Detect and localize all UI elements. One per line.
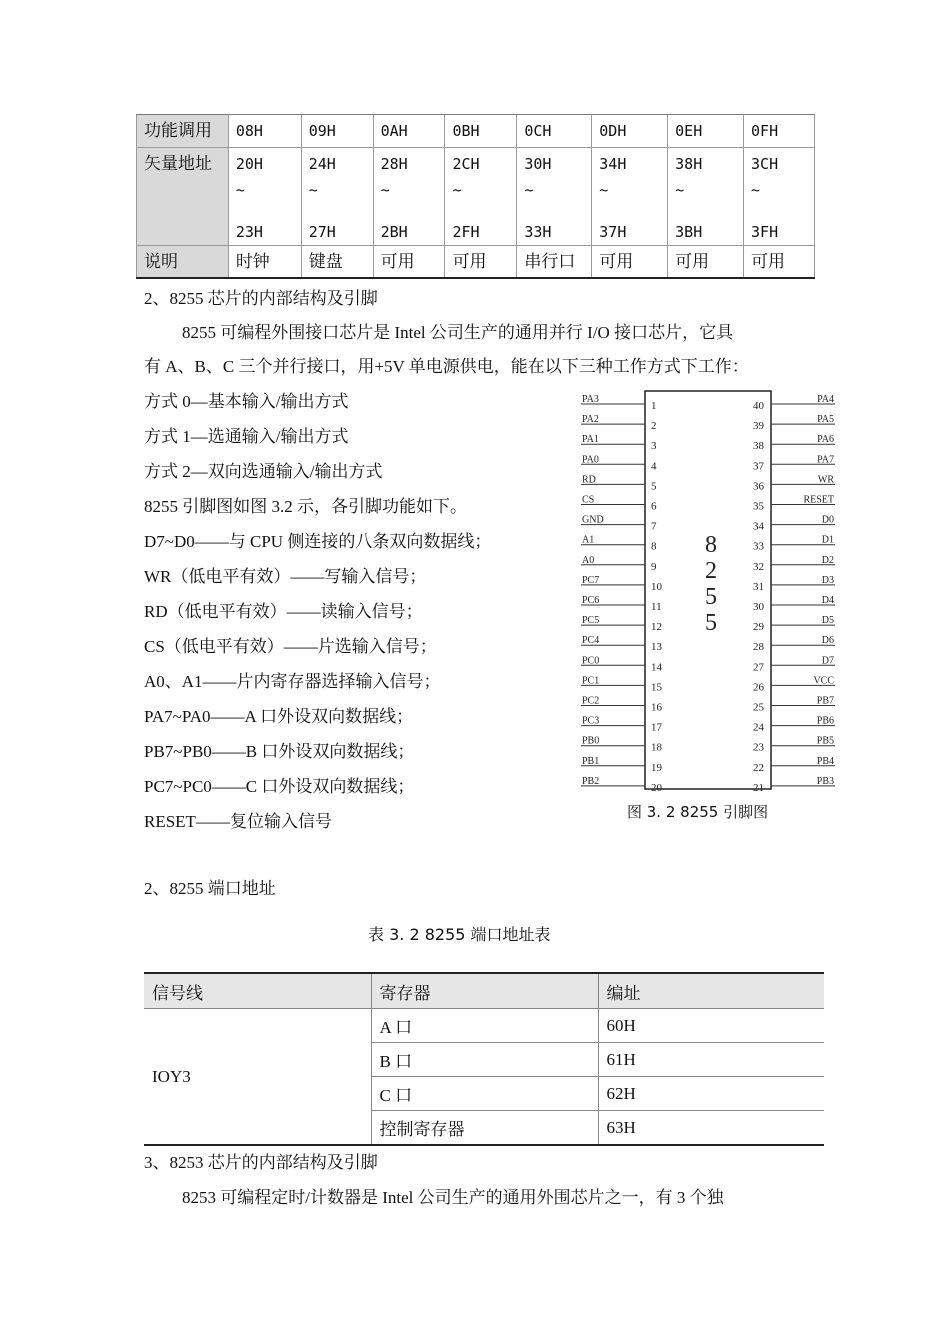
chip-label-digit: 2 — [705, 558, 717, 584]
pin-name-right: D2 — [821, 554, 834, 566]
address-cell: 34H ~ 37H — [592, 148, 668, 246]
pin-name-left: PB0 — [582, 735, 600, 747]
row-label-notes: 说明 — [137, 246, 229, 278]
pin-name-right: D6 — [821, 635, 834, 647]
pin-number-right: 29 — [753, 621, 764, 634]
function-cell: 08H — [228, 115, 301, 148]
pin-name-right: PB5 — [816, 735, 834, 747]
pin-number-right: 37 — [753, 460, 764, 473]
pin-name-right: PB7 — [816, 695, 834, 707]
pin-number-right: 31 — [753, 580, 764, 593]
register-cell: B 口 — [371, 1043, 598, 1077]
pin-name-right: PA4 — [817, 394, 834, 405]
pin-number-right: 30 — [753, 601, 764, 613]
section-heading-8253-structure: 3、8253 芯片的内部结构及引脚 — [144, 1153, 378, 1172]
note-cell: 可用 — [744, 246, 815, 278]
header-register: 寄存器 — [371, 973, 598, 1009]
pin-number-right: 38 — [753, 440, 764, 453]
note-cell: 可用 — [373, 246, 445, 278]
pin-number-left: 11 — [651, 601, 662, 613]
chip-label-digit: 5 — [705, 584, 717, 610]
address-cell: 61H — [598, 1043, 824, 1077]
pin-name-left: PA0 — [582, 454, 599, 466]
pin-number-right: 22 — [753, 761, 764, 774]
pin-number-left: 5 — [651, 480, 657, 493]
address-cell: 28H ~ 2BH — [373, 148, 445, 246]
pin-number-right: 25 — [753, 701, 764, 714]
pin-desc-line: PC7~PC0——C 口外设双向数据线； — [144, 777, 415, 796]
pin-desc-line: PA7~PA0——A 口外设双向数据线； — [144, 707, 414, 726]
address-cell: 30H ~ 33H — [517, 148, 592, 246]
address-cell: 24H ~ 27H — [301, 148, 373, 246]
address-cell: 20H ~ 23H — [228, 148, 301, 246]
pin-name-left: PC1 — [582, 675, 600, 687]
pin-number-right: 35 — [753, 500, 764, 513]
register-cell: 控制寄存器 — [371, 1111, 598, 1146]
pin-desc-line: WR（低电平有效）——写输入信号； — [144, 567, 427, 586]
pin-name-left: RD — [582, 474, 596, 486]
mode-2-line: 方式 2—双向选通输入/输出方式 — [144, 462, 383, 481]
pin-name-right: D7 — [821, 655, 834, 667]
pin-number-left: 10 — [651, 580, 662, 593]
header-signal: 信号线 — [144, 973, 371, 1009]
pin-name-left: PA1 — [582, 434, 599, 446]
pin-name-right: PA6 — [817, 434, 834, 446]
pin-name-right: D4 — [821, 595, 834, 606]
pin-name-left: PB1 — [582, 755, 600, 767]
pin-number-right: 23 — [753, 741, 764, 754]
pin-name-left: PA3 — [582, 394, 599, 405]
address-cell: 3CH ~ 3FH — [744, 148, 815, 246]
section-heading-8255-structure: 2、8255 芯片的内部结构及引脚 — [144, 289, 378, 308]
pin-name-left: PC5 — [582, 615, 600, 627]
pin-name-left: PC7 — [582, 574, 600, 586]
pin-diagram-8255 — [578, 388, 838, 794]
chip-label-digit: 8 — [705, 532, 717, 558]
pin-number-left: 4 — [651, 460, 657, 473]
pin-name-left: PC6 — [582, 595, 600, 606]
pin-number-left: 2 — [651, 420, 657, 433]
pin-desc-line: PB7~PB0——B 口外设双向数据线； — [144, 742, 415, 761]
pin-name-left: PC3 — [582, 715, 600, 727]
pin-name-right: PA5 — [817, 414, 834, 426]
figure-caption: 图 3. 2 8255 引脚图 — [627, 803, 769, 821]
mode-0-line: 方式 0—基本输入/输出方式 — [144, 392, 349, 411]
pin-number-left: 12 — [651, 621, 662, 634]
pin-number-right: 36 — [753, 480, 764, 493]
header-address: 编址 — [598, 973, 824, 1009]
pin-number-left: 14 — [651, 661, 662, 674]
pin-number-left: 6 — [651, 500, 657, 513]
pin-desc-line: CS（低电平有效）——片选输入信号； — [144, 637, 437, 656]
pin-name-right: RESET — [803, 494, 834, 506]
paragraph-line: 8255 可编程外围接口芯片是 Intel 公司生产的通用并行 I/O 接口芯片，它具 — [182, 323, 734, 342]
function-cell: 0AH — [373, 115, 445, 148]
pin-desc-line: RD（低电平有效）——读输入信号； — [144, 602, 423, 621]
pin-name-right: WR — [817, 474, 834, 486]
table-caption: 表 3. 2 8255 端口地址表 — [368, 925, 551, 944]
pin-number-left: 15 — [651, 681, 662, 694]
pin-name-left: A0 — [582, 554, 595, 566]
pin-number-right: 24 — [753, 721, 764, 734]
pin-number-left: 3 — [651, 440, 657, 453]
function-cell: 0BH — [445, 115, 517, 148]
port-address-table — [144, 972, 824, 1146]
pin-name-right: PB3 — [816, 775, 834, 787]
pin-number-right: 33 — [753, 540, 764, 553]
row-label-function: 功能调用 — [137, 115, 229, 148]
pin-number-left: 1 — [651, 400, 657, 412]
pin-name-right: D5 — [821, 615, 834, 627]
pin-number-left: 7 — [651, 520, 657, 533]
pin-number-right: 32 — [753, 560, 764, 573]
pin-desc-line: D7~D0——与 CPU 侧连接的八条双向数据线； — [144, 532, 492, 551]
interrupt-vector-table — [136, 114, 815, 279]
pin-number-left: 16 — [651, 701, 662, 714]
pin-name-left: PC0 — [582, 655, 600, 667]
pin-number-right: 39 — [753, 420, 764, 433]
note-cell: 可用 — [445, 246, 517, 278]
pin-name-right: VCC — [813, 675, 834, 687]
chip-label — [705, 532, 717, 636]
address-cell: 2CH ~ 2FH — [445, 148, 517, 246]
mode-1-line: 方式 1—选通输入/输出方式 — [144, 427, 349, 446]
pin-intro-line: 8255 引脚图如图 3.2 示，各引脚功能如下。 — [144, 497, 467, 516]
pin-number-left: 19 — [651, 761, 662, 774]
row-label-vector-address: 矢量地址 — [137, 148, 229, 246]
pin-number-left: 18 — [651, 741, 662, 754]
function-cell: 0EH — [668, 115, 744, 148]
pin-number-right: 28 — [753, 641, 764, 654]
pin-number-right: 34 — [753, 520, 764, 533]
pin-name-left: PB2 — [582, 775, 600, 787]
paragraph-line: 有 A、B、C 三个并行接口，用+5V 单电源供电，能在以下三种工作方式下工作： — [144, 357, 749, 376]
note-cell: 键盘 — [301, 246, 373, 278]
note-cell: 串行口 — [517, 246, 592, 278]
paragraph-line: 8253 可编程定时/计数器是 Intel 公司生产的通用外围芯片之一，有 3 个独 — [182, 1188, 724, 1207]
pin-name-right: PB4 — [816, 755, 834, 767]
pin-number-left: 9 — [651, 560, 657, 573]
note-cell: 可用 — [592, 246, 668, 278]
pin-number-right: 27 — [753, 661, 764, 674]
pin-number-right: 40 — [753, 400, 764, 412]
pin-name-left: GND — [582, 514, 604, 526]
pin-name-left: PC2 — [582, 695, 600, 707]
pin-name-right: D3 — [821, 574, 834, 586]
signal-cell: IOY3 — [144, 1009, 371, 1146]
pin-name-left: CS — [582, 494, 595, 506]
address-cell: 63H — [598, 1111, 824, 1146]
pin-number-left: 8 — [651, 540, 657, 553]
pin-desc-line: RESET——复位输入信号 — [144, 812, 332, 831]
pin-number-right: 21 — [753, 781, 764, 794]
pin-name-right: D1 — [821, 534, 834, 546]
pin-desc-line: A0、A1——片内寄存器选择输入信号； — [144, 672, 441, 691]
function-cell: 0DH — [592, 115, 668, 148]
address-cell: 38H ~ 3BH — [668, 148, 744, 246]
pin-name-right: PB6 — [816, 715, 834, 727]
pin-name-left: PA2 — [582, 414, 599, 426]
register-cell: C 口 — [371, 1077, 598, 1111]
address-cell: 60H — [598, 1009, 824, 1043]
pin-number-left: 13 — [651, 641, 662, 654]
pin-name-left: PC4 — [582, 635, 600, 647]
chip-label-digit: 5 — [705, 610, 717, 636]
pin-name-left: A1 — [582, 534, 595, 546]
note-cell: 可用 — [668, 246, 744, 278]
address-cell: 62H — [598, 1077, 824, 1111]
function-cell: 0FH — [744, 115, 815, 148]
section-heading-port-address: 2、8255 端口地址 — [144, 879, 276, 898]
function-cell: 09H — [301, 115, 373, 148]
pin-name-right: D0 — [821, 514, 834, 526]
register-cell: A 口 — [371, 1009, 598, 1043]
function-cell: 0CH — [517, 115, 592, 148]
note-cell: 时钟 — [228, 246, 301, 278]
pin-number-left: 20 — [651, 781, 662, 794]
pin-number-left: 17 — [651, 721, 662, 734]
pin-number-right: 26 — [753, 681, 764, 694]
pin-name-right: PA7 — [817, 454, 834, 466]
